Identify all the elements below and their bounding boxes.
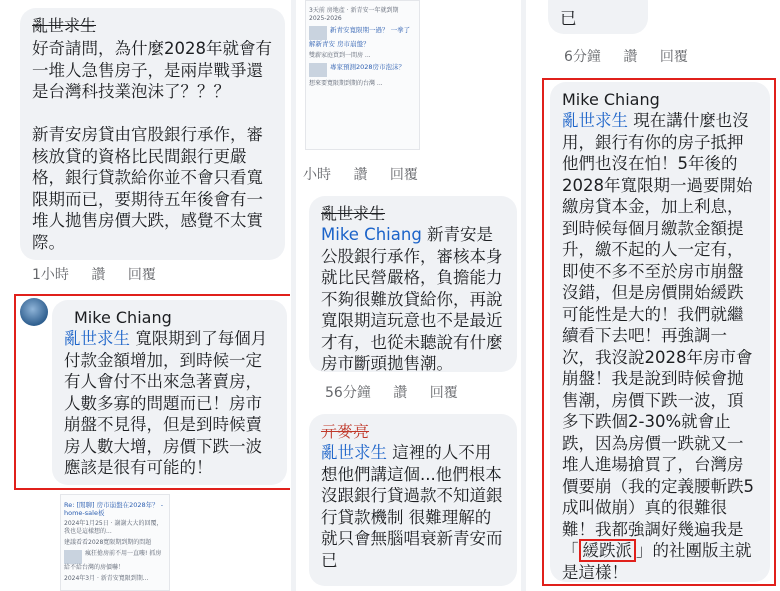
comment-bubble-2 (52, 300, 287, 485)
preview-line: 2024年3月 · 新青安寬限到期... (64, 575, 149, 582)
reply-button[interactable]: 回覆 (389, 167, 418, 183)
comment-bubble-1 (309, 196, 517, 372)
preview-thumbnail (309, 63, 327, 77)
comment-meta (32, 264, 174, 284)
preview-line: 3天前 房地產 · 新青安一年就到期 2025-2026 (309, 7, 399, 22)
comment-text (562, 110, 758, 582)
like-button[interactable]: 讚 (91, 267, 106, 283)
comment-text (64, 328, 275, 479)
comment-author[interactable]: 亂世求生 (321, 204, 386, 223)
preview-thumbnail (64, 550, 82, 564)
comment-body: 寬限期到了每個月付款金額增加，到時候一定有人會付不出來急著賣房，人數多寡的問題而已！房市崩盤不見得，但是到時候賣房人數大增，房價下跌一波應該是很有可能的！ (64, 329, 268, 477)
like-button[interactable]: 讚 (623, 49, 638, 65)
screenshot-middle (297, 0, 519, 591)
highlighted-phrase: 緩跌派 (579, 539, 637, 562)
comment-author[interactable]: Mike Chiang (562, 90, 660, 109)
column-divider (521, 0, 526, 591)
timestamp: 1小時 (32, 267, 69, 283)
mention-link[interactable]: 亂世求生 (321, 443, 387, 462)
comment-text (321, 442, 505, 571)
comment-bubble (550, 82, 770, 582)
link-preview[interactable] (60, 494, 170, 591)
comment-text (321, 224, 505, 372)
preview-line: 瘋狂搶房前不用一直嘍! 抓房給不給台灣的房價嚇！ (64, 550, 162, 571)
mention-link[interactable]: 亂世求生 (562, 111, 628, 130)
comment-text: 好奇請問，為什麼2028年就會有一堆人急售房子，是兩岸戰爭還是台灣科技業泡沫了？？？ 新青安房貸由官股銀行承作，審核放貸的資格比民間銀行更嚴格，銀行貸款給你並不會只看寬限期而已，要期待五年後會有一堆人拋售房價大跌，感覺不太實際。 (32, 39, 272, 252)
preview-title: Re: [閒聊] 房市崩盤在2028年？ - home-sale板 (64, 501, 164, 517)
preview-line: 雙薪家庭買到一間房 ... (309, 52, 371, 59)
preview-line: 想來要寬限期到期的台灣 ... (309, 80, 383, 87)
comment-author[interactable]: Mike Chiang (74, 308, 172, 327)
preview-line: 2024年1月25日 · 謝謝大大的回覆，我也是這樣想的... (64, 520, 163, 535)
screenshot-left (0, 0, 290, 591)
preview-line: 專家預測2028房市泡沫？ (330, 63, 406, 71)
like-button[interactable]: 讚 (353, 167, 368, 183)
link-preview[interactable] (305, 0, 420, 150)
reply-button[interactable]: 回覆 (127, 267, 156, 283)
comment-meta (325, 382, 476, 402)
comment-body: 新青安是公股銀行承作，審核本身就比民營嚴格，負擔能力不夠很難放貸給你，再說寬限期這玩意也不是最近才有，也從未聽說有什麼房市斷頭拋售潮。 (321, 225, 503, 372)
comment-body: 這裡的人不用想他們講這個...他們根本沒跟銀行貸過款不知道銀行貸款機制 很難理解的就只會無腦唱衰新青安而已 (321, 443, 503, 570)
mention-link[interactable]: 亂世求生 (64, 329, 130, 348)
reply-button[interactable]: 回覆 (659, 49, 688, 65)
timestamp: 6分鐘 (564, 49, 601, 65)
reply-button[interactable]: 回覆 (429, 385, 458, 401)
comment-author[interactable]: 亂世求生 (32, 16, 97, 35)
screenshot-right (528, 0, 780, 591)
column-divider (291, 0, 296, 591)
comment-bubble-2 (309, 414, 517, 586)
avatar[interactable] (20, 298, 48, 326)
timestamp: 56分鐘 (325, 385, 371, 401)
preview-line: 新青安寬限期一過？ 一拳了解新青安 房市崩盤？ (309, 26, 411, 48)
preview-thumbnail (309, 26, 327, 40)
timestamp: 小時 (303, 167, 331, 183)
comment-meta (303, 164, 436, 184)
comment-bubble-1 (20, 8, 285, 260)
mention-link[interactable]: Mike Chiang (321, 225, 422, 244)
like-button[interactable]: 讚 (393, 385, 408, 401)
comment-meta (564, 46, 706, 66)
preview-line: 建議看看2028寬限期到期的問題 (64, 539, 152, 546)
comment-body: 現在講什麼也沒用，銀行有你的房子抵押他們也沒在怕！5年後的2028年寬限期一過要開始繳房貸本金，加上利息，到時候每個月繳款金額提升，繳不起的人一定有，即使不多不至於房市崩盤沒錯，但是房價開始緩跌可能性是大的！我們就繼續看下去吧！再強調一次，我沒說2028年房市會崩盤！我是說到時候會抛售潮，房價下跌一波，頂多下跌個2-30%就會止跌，因為房價一跌就又一堆人進場搶買了，台灣房價要崩（我的定義腰斬跌5成叫做崩）真的很難很難！我都強調好幾遍我是「 (562, 111, 754, 560)
comment-bubble-fragment (548, 0, 648, 34)
comment-text: 已 (560, 9, 577, 28)
comment-author[interactable]: 亓麥亮 (321, 422, 370, 441)
comment-body-end: 」的社團版主就是這樣！ (562, 541, 752, 582)
